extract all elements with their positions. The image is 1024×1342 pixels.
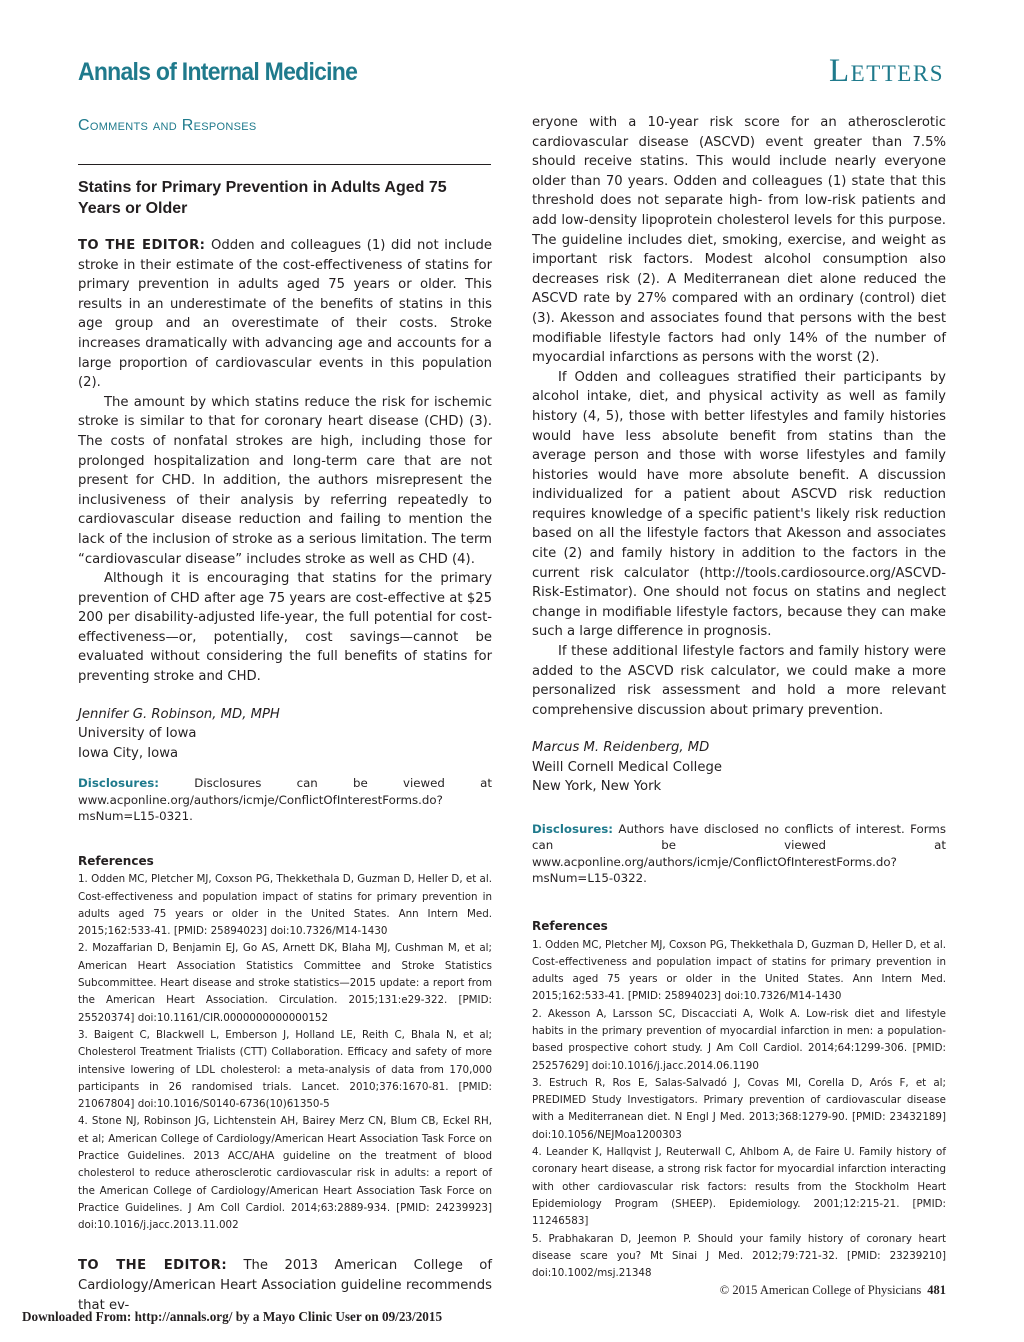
letter-1-location: Iowa City, Iowa	[78, 745, 179, 761]
letter-2-paragraph-2: If Odden and colleagues stratified their participants by alcohol intake, diet, and physical activity as well as family history (4, 5), those with better lifestyles and family histories would have less absolute benefit from statins than the average person and those with worse lifestyles and family histories would have more absolute benefit. A discussion individualized for a patient about ASCVD risk reduction requires knowledge of a specific patient's likely risk reduction based on all the lifestyle factors that Akesson and associates cite (2) and family history in addition to the factors in the current risk calculator (http://tools.cardiosource.org/ASCVD-Risk-Estimator). One should not focus on statins and neglect change in modifiable lifestyle factors, because they can make such a large difference in prognosis.	[532, 369, 946, 640]
letter-1-signature	[78, 705, 492, 764]
reference-item: 4. Stone NJ, Robinson JG, Lichtenstein AH, Bairey Merz CN, Blum CB, Eckel RH, et al; American College of Cardiology/American Heart Association Task Force on Practice Guidelines. 2013 ACC/AHA guideline on the treatment of blood cholesterol to reduce atherosclerotic cardiovascular risk in adults: a report of the American College of Cardiology/American Heart Association Task Force on Practice Guidelines. J Am Coll Cardiol. 2014;63:2889-934. [PMID: 24239923] doi:10.1016/j.jacc.2013.11.002	[78, 1115, 492, 1232]
reference-item: 5. Prabhakaran D, Jeemon P. Should your family history of coronary heart disease scare you? Mt Sinai J Med. 2012;79:721-32. [PMID: 23239210] doi:10.1002/msj.21348	[532, 1232, 946, 1280]
letter-2-location: New York, New York	[532, 779, 662, 795]
letter-1-references-title: References	[78, 853, 154, 868]
reference-item: 2. Akesson A, Larsson SC, Discacciati A, Wolk A. Low-risk diet and lifestyle habits in the primary prevention of myocardial infarction in men: a population-based prospective cohort study. J Am Coll Cardiol. 2014;64:1299-306. [PMID: 25257629] doi:10.1016/j.jacc.2014.06.1190	[532, 1007, 946, 1072]
right-column	[532, 113, 946, 1282]
letter-2-paragraph-3: If these additional lifestyle factors and family history were added to the ASCVD risk calculator, we could make a more personalized risk assessment and hold a more relevant comprehensive discussion about primary prevention.	[532, 644, 946, 718]
section-heading: Letters	[829, 53, 944, 89]
letter-1-paragraph-1	[78, 236, 492, 393]
letter-2-paragraph-1-start	[78, 1256, 492, 1315]
title-rule	[78, 164, 491, 165]
journal-title: Annals of Internal Medicine	[78, 58, 358, 86]
download-notice: Downloaded From: http://annals.org/ by a Mayo Clinic User on 09/23/2015	[22, 1309, 443, 1324]
reference-item: 3. Baigent C, Blackwell L, Emberson J, Holland LE, Reith C, Bhala N, et al; Cholesterol Treatment Trialists (CTT) Collaboration. Efficacy and safety of more intensive lowering of LDL cholesterol: a meta-analysis of data from 170,000 participants in 26 randomised trials. Lancet. 2010;376:1670-81. [PMID: 21067804] doi:10.1016/S0140-6736(10)61350-5	[78, 1028, 492, 1111]
letter-1-references	[78, 852, 492, 1235]
reference-item: 2. Mozaffarian D, Benjamin EJ, Go AS, Arnett DK, Blaha MJ, Cushman M, et al; American Heart Association Statistics Committee and Stroke Statistics Subcommittee. Heart disease and stroke statistics—2015 update: a report from the American Heart Association. Circulation. 2015;131:e29-322. [PMID: 25520374] doi:10.1161/CIR.0000000000000152	[78, 942, 492, 1024]
letter-1-disclosures-text: Disclosures can be viewed at www.acponline.org/authors/icmje/ConflictOfInterestForms.do?msNum=L15-0321.	[78, 776, 493, 824]
letter-2-p1-start-text: The 2013 American College of Cardiology/American Heart Association guideline recommends that ev-	[78, 1258, 493, 1313]
letter-1-disclosures-label: Disclosures:	[78, 776, 159, 791]
reference-item: 4. Leander K, Hallqvist J, Reuterwall C, Ahlbom A, de Faire U. Family history of coronary heart disease, a strong risk factor for myocardial infarction interacting with other cardiovascular risk factors: results from the Stockholm Heart Epidemiology Program (SHEEP). Epidemiology. 2001;12:215-21. [PMID: 11246583]	[532, 1146, 946, 1228]
letter-2-paragraph-1-cont: eryone with a 10-year risk score for an atherosclerotic cardiovascular disease (ASCVD) event greater than 7.5% should receive statins. This would include nearly everyone older than 70 years. Odden and colleagues (1) state that this threshold does not separate high- from low-risk patients and add low-density lipoprotein cholesterol levels for this purpose. The guideline includes diet, smoking, exercise, and weight as important risk factors. Modest alcohol consumption also decreases risk (2). A Mediterranean diet alone reduced the ASCVD rate by 27% compared with an ordinary (control) diet (3). Akesson and associates found that persons with the best modifiable lifestyle factors had only 14% of the number of myocardial infarctions as persons with the worst (2).	[532, 115, 946, 366]
reference-item: 1. Odden MC, Pletcher MJ, Coxson PG, Thekkethala D, Guzman D, Heller D, et al. Cost-effectiveness and population impact of statins for primary prevention in adults aged 75 years or older in the United States. Ann Intern Med. 2015;162:533-41. [PMID: 25894023] doi:10.7326/M14-1430	[78, 873, 492, 938]
letter-2-disclosures-text: Authors have disclosed no conflicts of interest. Forms can be viewed at www.acponline.org/authors/icmje/ConflictOfInterestForms.do?msNum=L15-0322.	[532, 821, 946, 886]
letter-2-references-title: References	[532, 918, 608, 933]
letter-1-author: Jennifer G. Robinson, MD, MPH	[78, 706, 280, 722]
subsection-heading: Comments and Responses	[78, 117, 257, 134]
page-footer	[720, 1283, 946, 1298]
letter-2-affiliation: Weill Cornell Medical College	[532, 759, 722, 775]
reference-item: 1. Odden MC, Pletcher MJ, Coxson PG, Thekkethala D, Guzman D, Heller D, et al. Cost-effectiveness and population impact of statins for primary prevention in adults aged 75 years or older in the United States. Ann Intern Med. 2015;162:533-41. [PMID: 25894023] doi:10.7326/M14-1430	[532, 938, 946, 1003]
letter-1	[78, 236, 492, 1234]
letter-1-paragraph-2: The amount by which statins reduce the risk for ischemic stroke is similar to that for coronary heart disease (CHD) (3). The costs of nonfatal strokes are high, including those for prolonged hospitalization and long-term care that are not present for CHD. In addition, the authors misrepresent the inclusiveness of their analysis by referring repeatedly to cardiovascular disease reduction and failing to mention the lack of the inclusion of stroke as a serious limitation. The term “cardiovascular disease” includes stroke as well as CHD (4).	[78, 394, 492, 567]
page-number: 481	[927, 1283, 946, 1297]
letter-2-author: Marcus M. Reidenberg, MD	[532, 740, 710, 756]
letter-2-disclosures-label: Disclosures:	[532, 821, 613, 836]
reference-item: 3. Estruch R, Ros E, Salas-Salvadó J, Covas MI, Corella D, Arós F, et al; PREDIMED Study Investigators. Primary prevention of cardiovascular disease with a Mediterranean diet. N Engl J Med. 2013;368:1279-90. [PMID: 23432189] doi:10.1056/NEJMoa1200303	[532, 1076, 946, 1141]
letter-2-lead: TO THE EDITOR:	[78, 1258, 228, 1274]
letter-2-signature	[532, 738, 946, 797]
letter-2-disclosures	[532, 821, 946, 887]
letter-1-paragraph-3: Although it is encouraging that statins for the primary prevention of CHD after age 75 years are cost-effective at $25 200 per disability-adjusted life-year, the full potential for cost-effectiveness—or, potentially, cost savings—cannot be evaluated without considering the full benefits of statins for preventing stroke and CHD.	[78, 571, 492, 685]
letter-1-lead: TO THE EDITOR:	[78, 238, 206, 253]
article-title: Statins for Primary Prevention in Adults Aged 75 Years or Older	[78, 179, 447, 217]
letter-2-references	[532, 917, 946, 1283]
left-column	[78, 236, 492, 1315]
letter-1-p1-text: Odden and colleagues (1) did not include stroke in their estimate of the cost-effectiveness of statins for primary prevention in adults aged 75 years or older. This results in an underestimate of the benefits of statins in this age group and an overestimate of their costs. Stroke increases dramatically with advancing age and accounts for a large proportion of cardiovascular events in this population (2).	[78, 238, 492, 391]
letter-1-disclosures	[78, 775, 492, 825]
letter-1-affiliation: University of Iowa	[78, 726, 197, 742]
copyright-notice: © 2015 American College of Physicians	[719, 1283, 922, 1297]
